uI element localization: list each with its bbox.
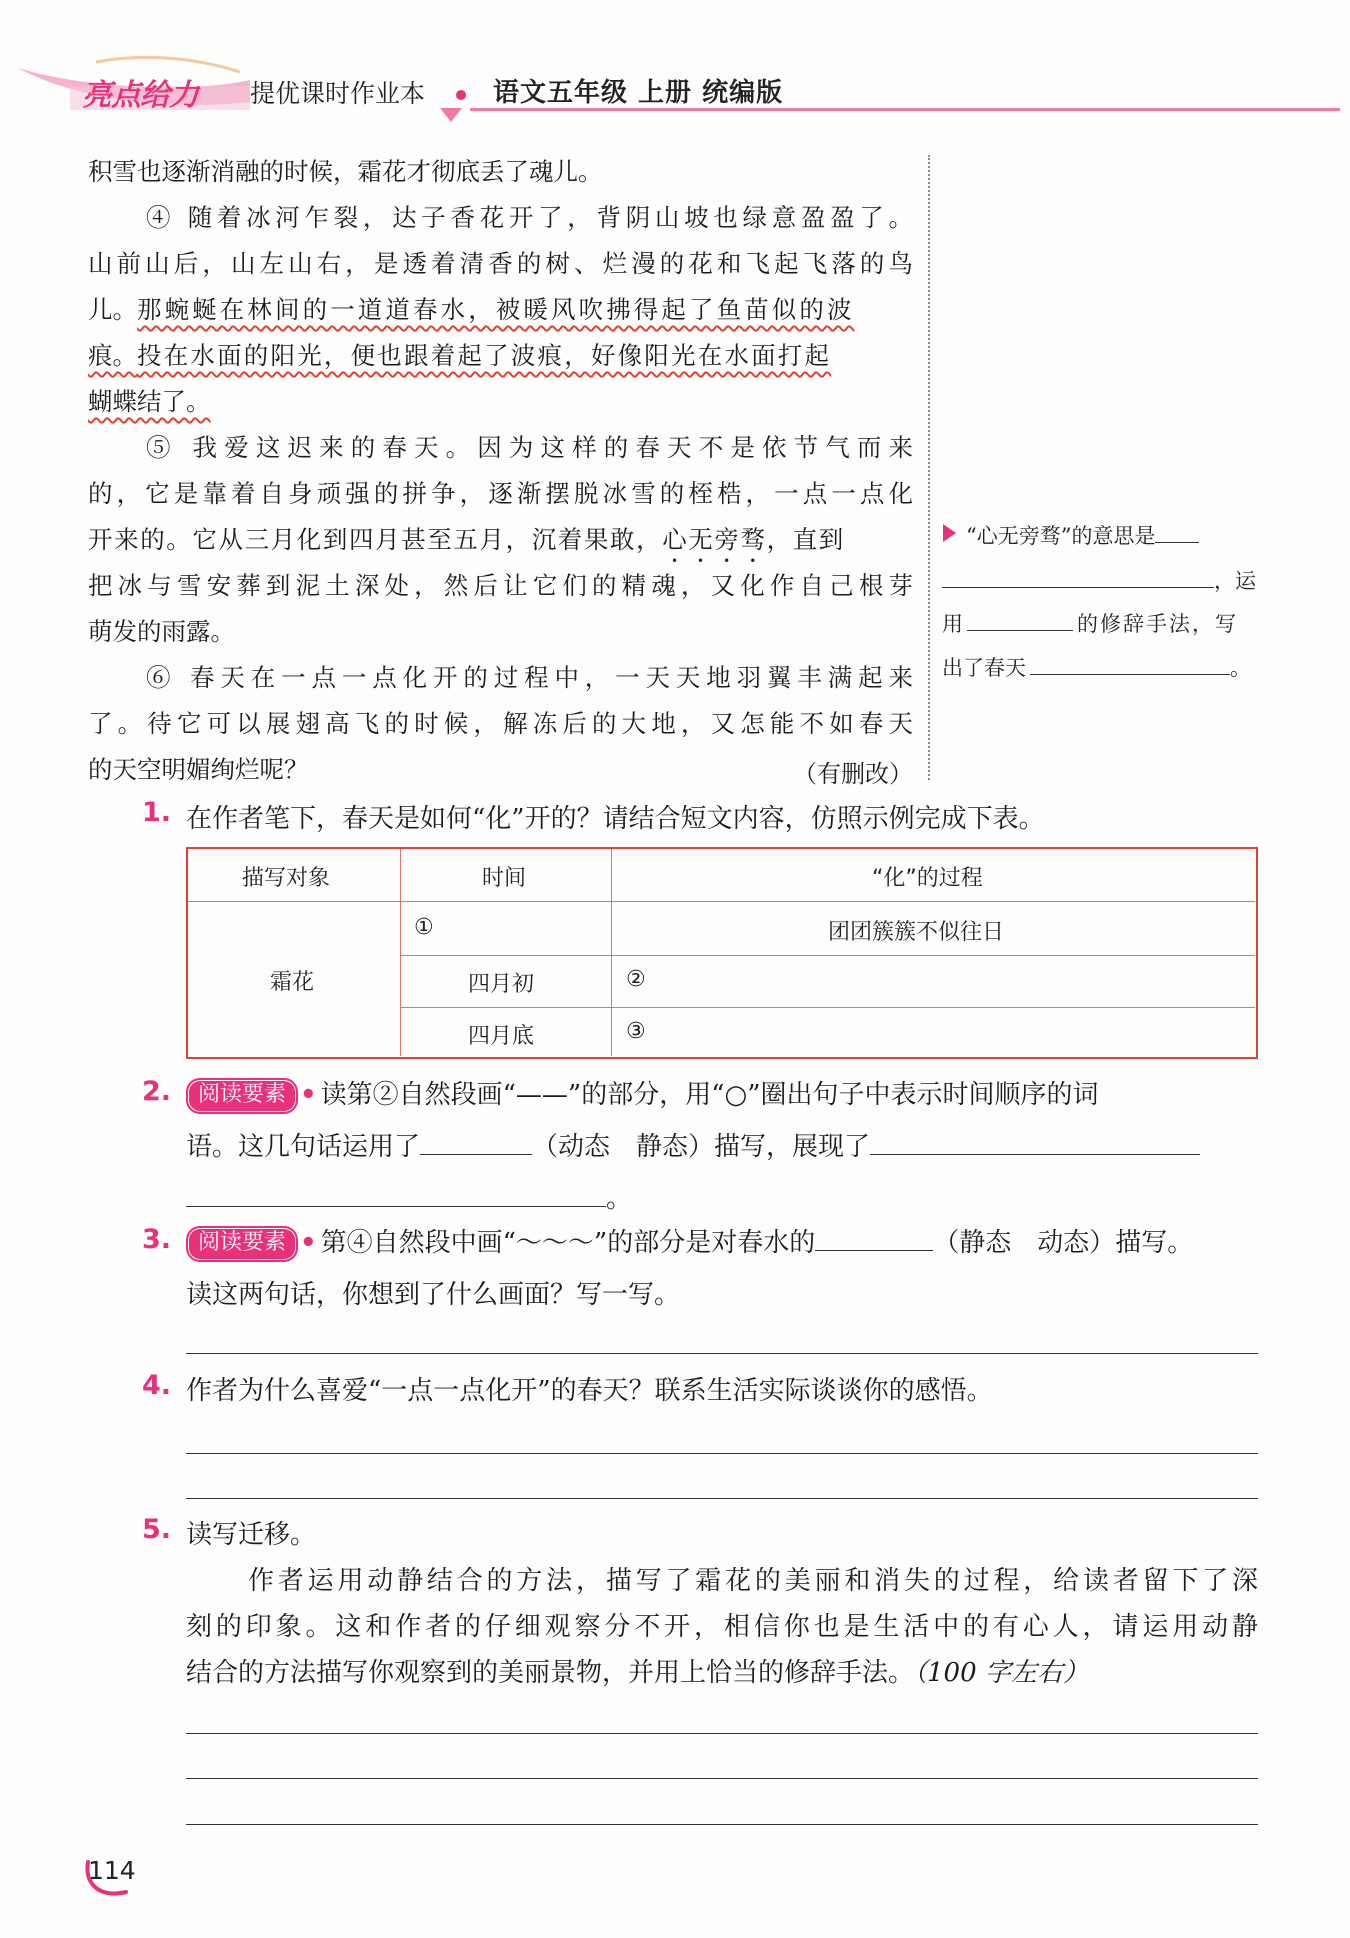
dotted-emphasis-text: 心无旁骛 [662, 525, 767, 554]
answer-table [186, 847, 1258, 1059]
table-cell-time: 四月初 [468, 972, 535, 997]
answer-blank[interactable] [1030, 650, 1230, 675]
passage-line: 积雪也逐渐消融的时候，霜花才彻底丢了魂儿。 [88, 157, 603, 186]
book-title: 提优课时作业本 [250, 79, 426, 108]
question-number: 5. [142, 1514, 172, 1545]
question-text: （静态 动态）描写。 [933, 1228, 1194, 1258]
table-cell-process[interactable]: ② [626, 967, 646, 992]
source-note: （有删改） [793, 760, 913, 788]
question-text: （动态 静态）描写，展现了 [532, 1132, 871, 1162]
side-note-text: “心无旁骛”的意思是 [966, 524, 1156, 548]
table-rule [611, 849, 612, 1056]
writing-line[interactable] [186, 1498, 1258, 1499]
question-text: 。 [606, 1184, 633, 1214]
passage-line: 山前山后，山左山右，是透着清香的树、烂漫的花和飞起飞落的鸟 [88, 249, 913, 278]
question-number: 3. [142, 1224, 172, 1255]
table-header: 描写对象 [242, 866, 331, 891]
side-note-line [942, 606, 1238, 638]
question-text: 作者为什么喜爱“一点一点化开”的春天？联系生活实际谈谈你的感悟。 [186, 1376, 993, 1406]
dotted-separator [928, 155, 930, 780]
question-text: 语。这几句话运用了 [186, 1132, 421, 1162]
question-text: 读第②自然段画“——”的部分，用“○”圈出句子中表示时间顺序的词 [320, 1080, 1099, 1110]
question-text: 刻的印象。这和作者的仔细观察分不开，相信你也是生活中的有心人，请运用动静 [186, 1612, 1258, 1642]
question-text: 第④自然段中画“～～～”的部分是对春水的 [320, 1228, 816, 1258]
passage-line: 了。待它可以展翅高飞的时候，解冻后的大地，又怎能不如春天 [88, 709, 913, 738]
passage-line: 萌发的雨露。 [88, 617, 235, 646]
side-note-text: 的修辞手法，写 [1077, 612, 1238, 636]
table-rule [401, 955, 1255, 956]
passage-text: 开来的。它从三月化到四月甚至五月，沉着果敢， [88, 525, 663, 554]
passage-line [88, 382, 913, 422]
question-line [186, 1222, 1193, 1262]
writing-line[interactable] [186, 1824, 1258, 1825]
table-rule [188, 901, 1255, 902]
answer-blank[interactable] [942, 563, 1214, 588]
side-note-text: 用 [942, 612, 963, 636]
wavy-underlined-text: 那蜿蜒在林间的一道道春水，被暖风吹拂得起了鱼苗似的波 [137, 295, 855, 324]
subject-info: 语文五年级 上册 统编版 [493, 78, 784, 108]
question-line [186, 1178, 632, 1215]
table-cell-process: 团团簇簇不似往日 [828, 920, 1005, 945]
writing-line[interactable] [186, 1778, 1258, 1779]
passage-text: ，直到 [766, 525, 845, 554]
passage-line [88, 290, 913, 330]
writing-line[interactable] [186, 1453, 1258, 1454]
wavy-underlined-text: 投在水面的阳光，便也跟着起了波痕，好像阳光在水面打起 [137, 341, 832, 370]
question-line [186, 1126, 1200, 1163]
table-cell-time: 四月底 [468, 1024, 535, 1049]
passage-line [88, 520, 913, 560]
brand-logo-text: 亮点给力 [82, 78, 198, 113]
writing-line[interactable] [186, 1353, 1258, 1354]
passage-line [88, 336, 913, 376]
side-note-text: 。 [1230, 656, 1251, 680]
answer-blank[interactable] [870, 1130, 1200, 1155]
side-note-line [942, 650, 1251, 682]
question-line [186, 1652, 1089, 1689]
side-note-line [942, 563, 1256, 595]
reading-element-tag: 阅读要素 [186, 1078, 298, 1114]
passage-line: 把冰与雪安葬到泥土深处，然后让它们的精魂，又化作自己根芽 [88, 571, 913, 600]
answer-blank[interactable] [420, 1130, 532, 1155]
table-header: “化”的过程 [872, 866, 983, 891]
writing-line[interactable] [186, 1733, 1258, 1734]
question-text: 作者运用动静结合的方法，描写了霜花的美丽和消失的过程，给读者留下了深 [248, 1566, 1258, 1596]
table-rule [400, 849, 401, 1056]
passage-text: 儿。 [88, 295, 137, 324]
wavy-underlined-text: 痕。 [88, 341, 137, 370]
pointer-triangle-icon [943, 524, 956, 542]
question-text: 读这两句话，你想到了什么画面？写一写。 [186, 1280, 681, 1310]
header-dot [456, 90, 466, 100]
answer-blank[interactable] [815, 1226, 933, 1251]
tag-dot: • [300, 1228, 317, 1258]
side-note-line [966, 518, 1199, 550]
header-rule [470, 108, 1340, 111]
table-cell-process[interactable]: ③ [626, 1019, 646, 1044]
reading-element-tag: 阅读要素 [186, 1226, 298, 1262]
table-rule [401, 1007, 1255, 1008]
page-number: 114 [88, 1856, 136, 1885]
tag-dot: • [300, 1080, 317, 1110]
wavy-underlined-text: 蝴蝶结了。 [88, 387, 211, 416]
answer-blank[interactable] [1155, 518, 1199, 543]
question-title: 读写迁移。 [186, 1520, 317, 1550]
question-number: 2. [142, 1076, 172, 1107]
passage-line: ⑤ 我爱这迟来的春天。因为这样的春天不是依节气而来 [146, 433, 913, 462]
question-number: 1. [142, 797, 172, 828]
table-header: 时间 [482, 866, 527, 891]
question-text: 在作者笔下，春天是如何“化”开的？请结合短文内容，仿照示例完成下表。 [186, 804, 1045, 834]
side-note-text: ，运 [1214, 569, 1256, 593]
passage-line: 的，它是靠着自身顽强的拼争，逐渐摆脱冰雪的桎梏，一点一点化 [88, 479, 913, 508]
table-cell-object: 霜花 [270, 970, 315, 995]
passage-line: 的天空明媚绚烂呢？ [88, 755, 309, 784]
answer-blank[interactable] [186, 1182, 606, 1207]
question-line [186, 1074, 1099, 1114]
question-text: 结合的方法描写你观察到的美丽景物，并用上恰当的修辞手法。 [186, 1658, 915, 1688]
side-note-text: 出了春天 [942, 656, 1026, 680]
question-number: 4. [142, 1370, 172, 1401]
passage-line: ⑥ 春天在一点一点化开的过程中，一天天地羽翼丰满起来 [146, 663, 913, 692]
passage-line: ④ 随着冰河乍裂，达子香花开了，背阴山坡也绿意盈盈了。 [146, 203, 913, 232]
word-count-note: （100 字左右） [914, 1658, 1089, 1688]
answer-blank[interactable] [967, 606, 1073, 631]
table-cell-time[interactable]: ① [414, 915, 434, 940]
